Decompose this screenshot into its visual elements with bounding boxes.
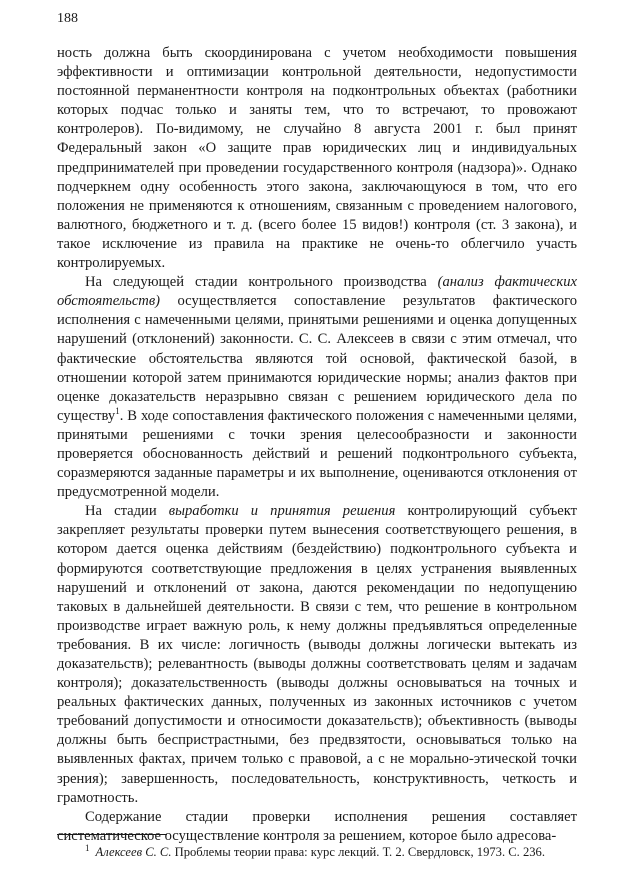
- paragraph-1: ность должна быть скоординирована с учетом необходимости повышения эффективности и оптимизации контрольной деятельности, недопустимости постоянной перманентности контроля на подконтрольных объектах (работники которых подчас только и заняты тем, что то встречают, то провожают контролеров). По-видимому, не случайно 8 августа 2001 г. был принят Федеральный закон «О защите прав юридических лиц и индивидуальных предпринимателей при проведении государственного контроля (надзора)». Однако подчеркнем одну особенность этого закона, заключающуюся в том, что его положения не применяются к отношениям, связанным с проведением налогового, валютного, бюджетного и т. д. (всего более 15 видов!) контроля (ст. 3 закона), и такое исключение из правила на практике не очень-то облегчило участь контролируемых.: [57, 45, 577, 272]
- footnote-author: Алексеев С. С.: [95, 845, 172, 859]
- paragraph-3: [57, 502, 577, 808]
- footnote-text: Проблемы теории права: курс лекций. Т. 2. Свердловск, 1973. С. 236.: [171, 845, 545, 859]
- footnote: [57, 844, 577, 861]
- footnote-divider: [57, 834, 167, 835]
- paragraph-3-lead: На стадии: [85, 503, 169, 520]
- footnote-reference[interactable]: 1: [115, 405, 120, 416]
- paragraph-2-tail: . В ходе сопоставления фактического положения с намеченными целями, принятыми решениями с точки зрения целесообразности и законности проверяется обоснованность действий и решений подконтрольного субъекта, соразмеряются заданные параметры и их выполнение, оцениваются отклонения от предусмотренной модели.: [57, 407, 577, 501]
- footnote-mark: 1: [85, 842, 90, 853]
- page-number: 188: [57, 11, 78, 26]
- paragraph-2-lead: На следующей стадии контрольного производства: [85, 274, 438, 291]
- paragraph-2-italic: (анализ фактических обстоятельств): [57, 274, 577, 310]
- body-text: [57, 44, 577, 846]
- paragraph-3-italic: выработки и принятия решения: [168, 503, 396, 520]
- paragraph-2: [57, 273, 577, 502]
- paragraph-3-body: контролирующий субъект закрепляет результаты проверки путем вынесения соответствующего решения, в котором дается оценка действиям (бездействию) подконтрольного субъекта и формируются соответствующие предложения в целях устранения выявленных нарушений и отклонений от закона, даются рекомендации по недопущению таковых в дальнейшей деятельности. В связи с тем, что решение в контрольном производстве играет важную роль, к нему должны предъявляться определенные требования. В их числе: логичность (выводы должны логически вытекать из доказательств); релевантность (выводы должны соответствовать целям и задачам контроля); доказательственность (выводы должны основываться на точных и реальных фактических данных, полученных из законных источников с учетом требований допустимости и относимости доказательств); объективность (выводы должны быть беспристрастными, без предвзятости, основываться только на выявленных фактах, причем только с правовой, а с не морально-этической точки зрения); завершенность, последовательность, конструктивность, четкость и грамотность.: [57, 503, 577, 806]
- paragraph-4: Содержание стадии проверки исполнения решения составляет систематическое осуществление контроля за решением, которое было адресова-: [57, 808, 577, 844]
- paragraph-2-body: осуществляется сопоставление результатов фактического исполнения с намеченными целями, принятыми решениями и оценка допущенных нарушений (отклонений) законности. С. С. Алексеев в связи с этим отмечал, что фактические обстоятельства являются той основой, фактической базой, в отношении которой затем принимаются юридические нормы; анализ фактов при оценке доказательств неразрывно связан с решением юридического дела по существу: [57, 293, 577, 424]
